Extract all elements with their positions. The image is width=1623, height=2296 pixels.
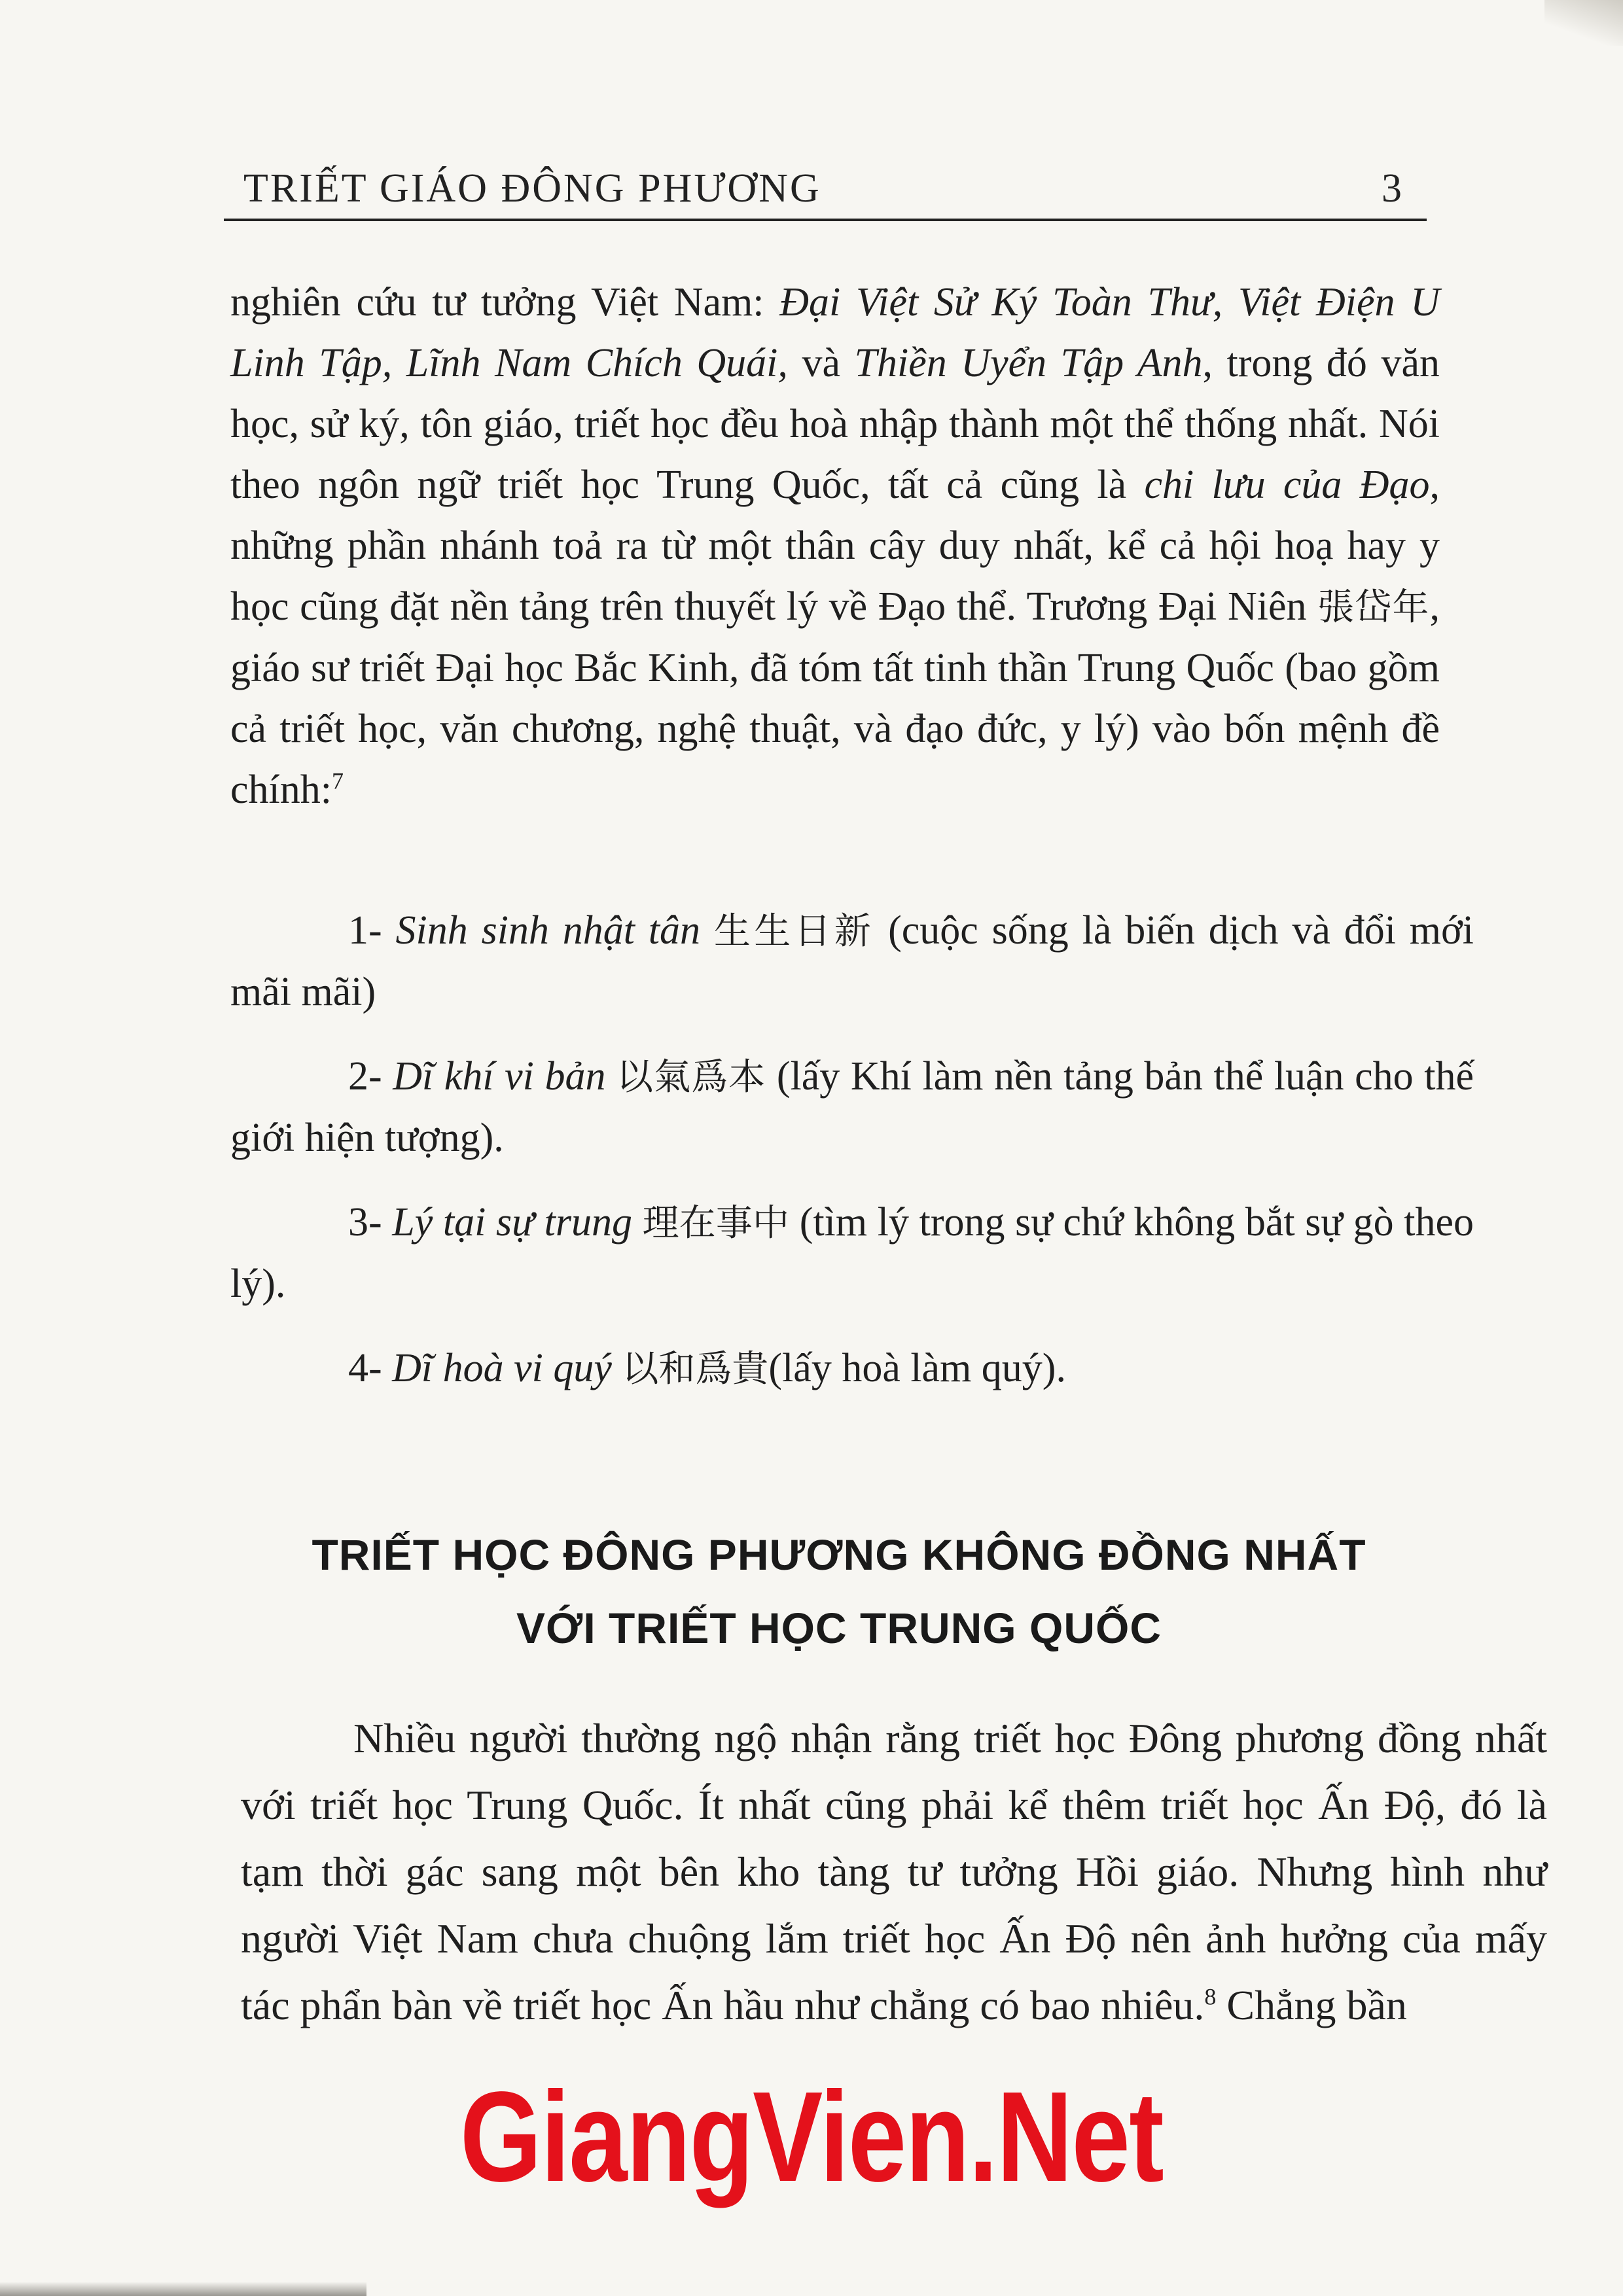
watermark-logo: GiangVien.Net bbox=[459, 2065, 1164, 2208]
footnote-marker: 7 bbox=[331, 768, 344, 794]
page-number: 3 bbox=[1382, 166, 1402, 211]
item-gloss: (lấy Khí làm nền tảng bản thể luận cho thế giới hiện tượng). bbox=[230, 1054, 1474, 1160]
chinese-name: 張岱年 bbox=[1317, 586, 1430, 629]
item-chinese: 生生日新 bbox=[713, 910, 875, 953]
propositions-list bbox=[230, 900, 1474, 1423]
item-number: 1- bbox=[348, 908, 396, 953]
footnote-marker: 8 bbox=[1204, 1983, 1217, 2010]
book-title: Thiền Uyển Tập Anh bbox=[854, 341, 1203, 385]
running-header bbox=[224, 161, 1427, 221]
item-number: 4- bbox=[348, 1346, 393, 1390]
intro-text: , trong đó văn học, sử ký, tôn giáo, triết học đều hoà nhập thành một thể thống nhất. Nói theo ngôn ngữ triết học Trung Quốc, tất cả cũng là bbox=[230, 341, 1440, 507]
heading-line: TRIẾT HỌC ĐÔNG PHƯƠNG KHÔNG ĐỒNG NHẤT bbox=[312, 1530, 1366, 1579]
item-chinese: 以氣爲本 bbox=[616, 1056, 766, 1099]
page-edge-shadow bbox=[0, 2282, 366, 2296]
item-chinese: 理在事中 bbox=[642, 1202, 790, 1245]
section-paragraph bbox=[241, 1705, 1547, 2039]
book-titles: Đại Việt Sử Ký Toàn Thư, Việt Điện U Linh Tập, Lĩnh Nam Chích Quái, bbox=[230, 280, 1440, 385]
item-term: Dĩ khí vi bản bbox=[393, 1054, 606, 1099]
item-chinese: 以和爲貴 bbox=[622, 1348, 769, 1390]
item-number: 2- bbox=[348, 1054, 393, 1099]
item-gloss: (cuộc sống là biến dịch và đổi mới mãi mãi) bbox=[230, 908, 1474, 1014]
running-title: TRIẾT GIÁO ĐÔNG PHƯƠNG bbox=[243, 166, 821, 211]
item-term: Sinh sinh nhật tân bbox=[395, 908, 701, 953]
item-gloss: (lấy hoà làm quý). bbox=[768, 1346, 1066, 1390]
list-item bbox=[230, 1046, 1474, 1169]
page-corner-shadow bbox=[1544, 0, 1623, 46]
italic-term: chi lưu của Đạo bbox=[1144, 463, 1430, 507]
section-heading bbox=[230, 1518, 1448, 1665]
paragraph-text: Chẳng bần bbox=[1216, 1982, 1407, 2028]
intro-text: , giáo sư triết Đại học Bắc Kinh, đã tóm tất tinh thần Trung Quốc (bao gồm cả triết học, văn chương, nghệ thuật, và đạo đức, y lý) vào bốn mệnh đề chính: bbox=[230, 584, 1440, 812]
paragraph-text: Nhiều người thường ngộ nhận rằng triết học Đông phương đồng nhất với triết học Trung Quốc. Ít nhất cũng phải kể thêm triết học Ấn Độ, đó là tạm thời gác sang một bên kho tàng tư tưởng Hồi giáo. Nhưng hình như người Việt Nam chưa chuộng lắm triết học Ấn Độ nên ảnh hưởng của mấy tác phẩn bàn về triết học Ấn hầu như chẳng có bao nhiêu. bbox=[241, 1715, 1547, 2028]
list-item bbox=[230, 1338, 1474, 1400]
intro-text: và bbox=[787, 341, 855, 385]
list-item bbox=[230, 900, 1474, 1023]
intro-text: , những phần nhánh toả ra từ một thân cây duy nhất, kể cả hội hoạ hay y học cũng đặt nền tảng trên thuyết lý về Đạo thể. Trương Đại Niên bbox=[230, 463, 1440, 629]
intro-paragraph bbox=[230, 272, 1440, 821]
item-term: Dĩ hoà vi quý bbox=[392, 1346, 612, 1390]
item-number: 3- bbox=[348, 1200, 393, 1245]
intro-text: nghiên cứu tư tưởng Việt Nam: bbox=[230, 280, 780, 325]
item-gloss: (tìm lý trong sự chứ không bắt sự gò theo lý). bbox=[230, 1200, 1474, 1306]
heading-line: VỚI TRIẾT HỌC TRUNG QUỐC bbox=[516, 1604, 1162, 1652]
list-item bbox=[230, 1192, 1474, 1315]
item-term: Lý tại sự trung bbox=[392, 1200, 632, 1245]
